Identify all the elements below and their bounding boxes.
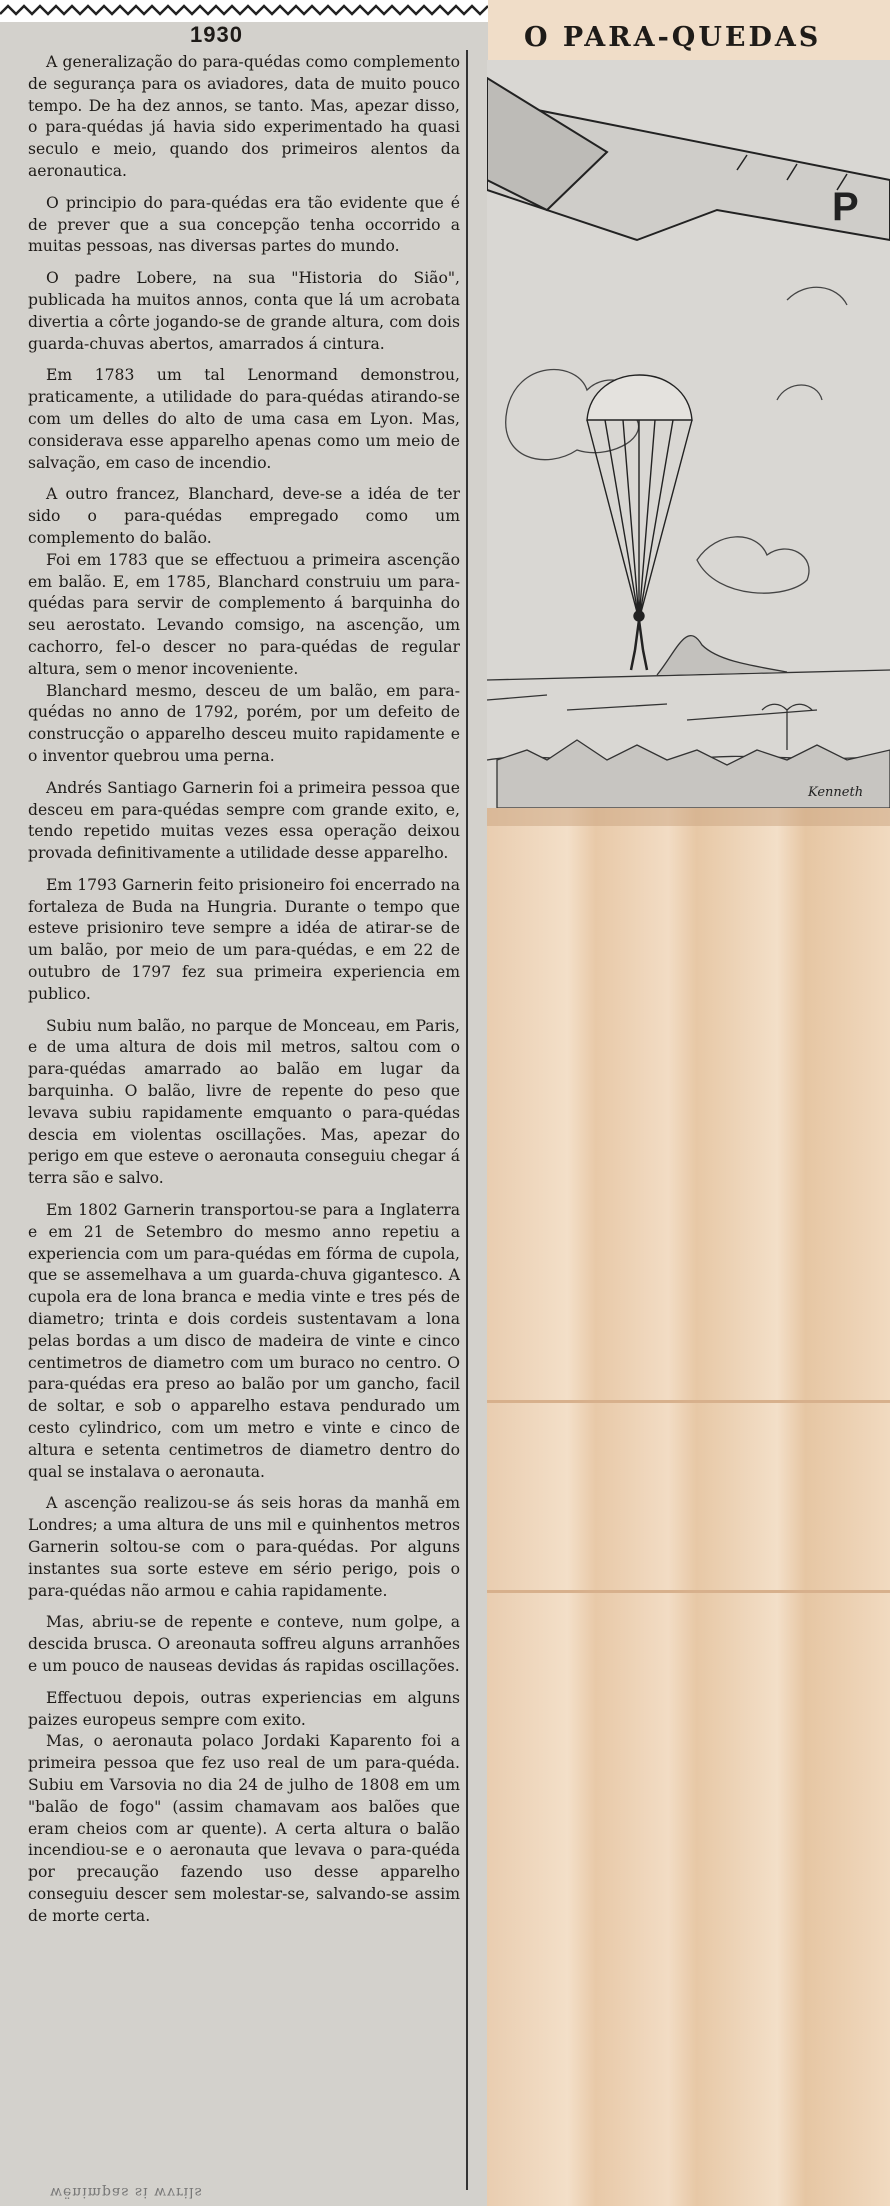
- svg-text:P: P: [832, 185, 859, 229]
- paper-fold-line: [487, 1590, 890, 1593]
- paragraph: Subiu num balão, no parque de Monceau, em Paris, e de uma altura de dois mil metros, saltou com o para-quédas amarrado ao balão em lugar da barquinha. O balão, livre de repente do peso que levava subiu rapidamente emquanto o para-quédas descia em violentas oscillações. Mas, apezar do perigo em que esteve o aeronauta conseguiu chegar á terra são e salvo.: [28, 1016, 460, 1188]
- paper-top-shadow: [487, 808, 890, 826]
- paragraph: A outro francez, Blanchard, deve-se a idéa de ter sido o para-quédas empregado como um complemento do balão.: [28, 485, 460, 547]
- paragraph: Foi em 1783 que se effectuou a primeira ascenção em balão. E, em 1785, Blanchard construiu um para-quédas para servir de complemento á barquinha do seu aerostato. Levando comsigo, na ascenção, um cachorro, fel-o descer no para-quédas de regular altura, sem o menor incoveniente.: [28, 550, 460, 678]
- paragraph: Mas, o aeronauta polaco Jordaki Kaparento foi a primeira pessoa que fez uso real de um para-quéda. Subiu em Varsovia no dia 24 de julho de 1808 em um "balão de fogo" (assim chamavam aos balões que eram cheios com ar quente). A certa altura o balão incendiou-se e o aeronauta que levava o para-quéda por precaução fazendo uso desse apparelho conseguiu descer sem molestar-se, salvando-se assim de morte certa.: [28, 1732, 460, 1925]
- header-year: 1930: [190, 22, 243, 47]
- paragraph: Em 1783 um tal Lenormand demonstrou, praticamente, a utilidade do para-quédas atirando-se com um delles do alto de uma casa em Lyon. Mas, considerava esse apparelho apenas como um meio de salvação, em caso de incendio.: [28, 366, 460, 472]
- paragraph: Blanchard mesmo, desceu de um balão, em para-quédas no anno de 1792, porém, por um defeito de construcção o apparelho desceu muito rapidamente e o inventor quebrou uma perna.: [28, 681, 460, 765]
- paragraph: A generalização do para-quédas como complemento de segurança para os aviadores, data de muito pouco tempo. De ha dez annos, se tanto. Mas, apezar disso, o para-quédas já havia sido experimentado ha quasi seculo e meio, quando dos primeiros alentos da aeronautica.: [28, 53, 460, 180]
- paragraph: Em 1793 Garnerin feito prisioneiro foi encerrado na fortaleza de Buda na Hungria. Durante o tempo que esteve prisioniro teve sempre a idéa de atirar-se de um balão, por meio de um para-quédas, e em 22 de outubro de 1797 fez sua primeira experiencia em publico.: [28, 875, 460, 1003]
- article-body: [28, 52, 460, 1938]
- column-rule: [466, 50, 468, 2190]
- paragraph: A ascenção realizou-se ás seis horas da manhã em Londres; a uma altura de uns mil e quinhentos metros Garnerin soltou-se com o para-quédas. Por alguns instantes sua sorte esteve em sério perigo, pois o para-quédas não armou e cahia rapidamente.: [28, 1494, 460, 1600]
- bleed-through-text: wënimpas si wvrils: [50, 2184, 203, 2200]
- paragraph: Andrés Santiago Garnerin foi a primeira pessoa que desceu em para-quédas sempre com grande exito, e, tendo repetido muitas vezes essa operação deixou provada definitivamente a utilidade desse apparelho.: [28, 778, 460, 863]
- right-paper-strips: [487, 808, 890, 2206]
- illustration-drawing: [487, 60, 890, 808]
- paper-fold-line: [487, 1400, 890, 1403]
- paragraph: O padre Lobere, na sua "Historia do Sião", publicada ha muitos annos, conta que lá um acrobata divertia a côrte jogando-se de grande altura, com dois guarda-chuvas abertos, amarrados á cintura.: [28, 269, 460, 353]
- paragraph: Mas, abriu-se de repente e conteve, num golpe, a descida brusca. O areonauta soffreu alguns arranhões e um pouco de nauseas devidas ás rapidas oscillações.: [28, 1613, 460, 1675]
- decorative-border: [0, 0, 488, 22]
- paragraph: Em 1802 Garnerin transportou-se para a Inglaterra e em 21 de Setembro do mesmo anno repetiu a experiencia com um para-quédas em fórma de cupola, que se assemelhava a um guarda-chuva gigantesco. A cupola era de lona branca e media vinte e tres pés de diametro; trinta e dois cordeis sustentavam a lona pelas bordas a um disco de madeira de vinte e cinco centimetros de diametro com um buraco no centro. O para-quédas era preso ao balão por um gancho, facil de soltar, e sob o apparelho estava pendurado um cesto cylindrico, com um metro e vinte e cinco de altura e setenta centimetros de diametro dentro do qual se instalava o aeronauta.: [28, 1201, 460, 1481]
- article-title: O PARA-QUEDAS: [524, 22, 822, 53]
- parachute-illustration: [487, 60, 890, 808]
- paragraph: O principio do para-quédas era tão evidente que é de prever que a sua concepção tenha occorrido a muitas pessoas, nas diversas partes do mundo.: [28, 193, 460, 256]
- paragraph: Effectuou depois, outras experiencias em alguns paizes europeus sempre com exito.: [28, 1688, 460, 1729]
- artist-signature: Kenneth: [808, 785, 864, 800]
